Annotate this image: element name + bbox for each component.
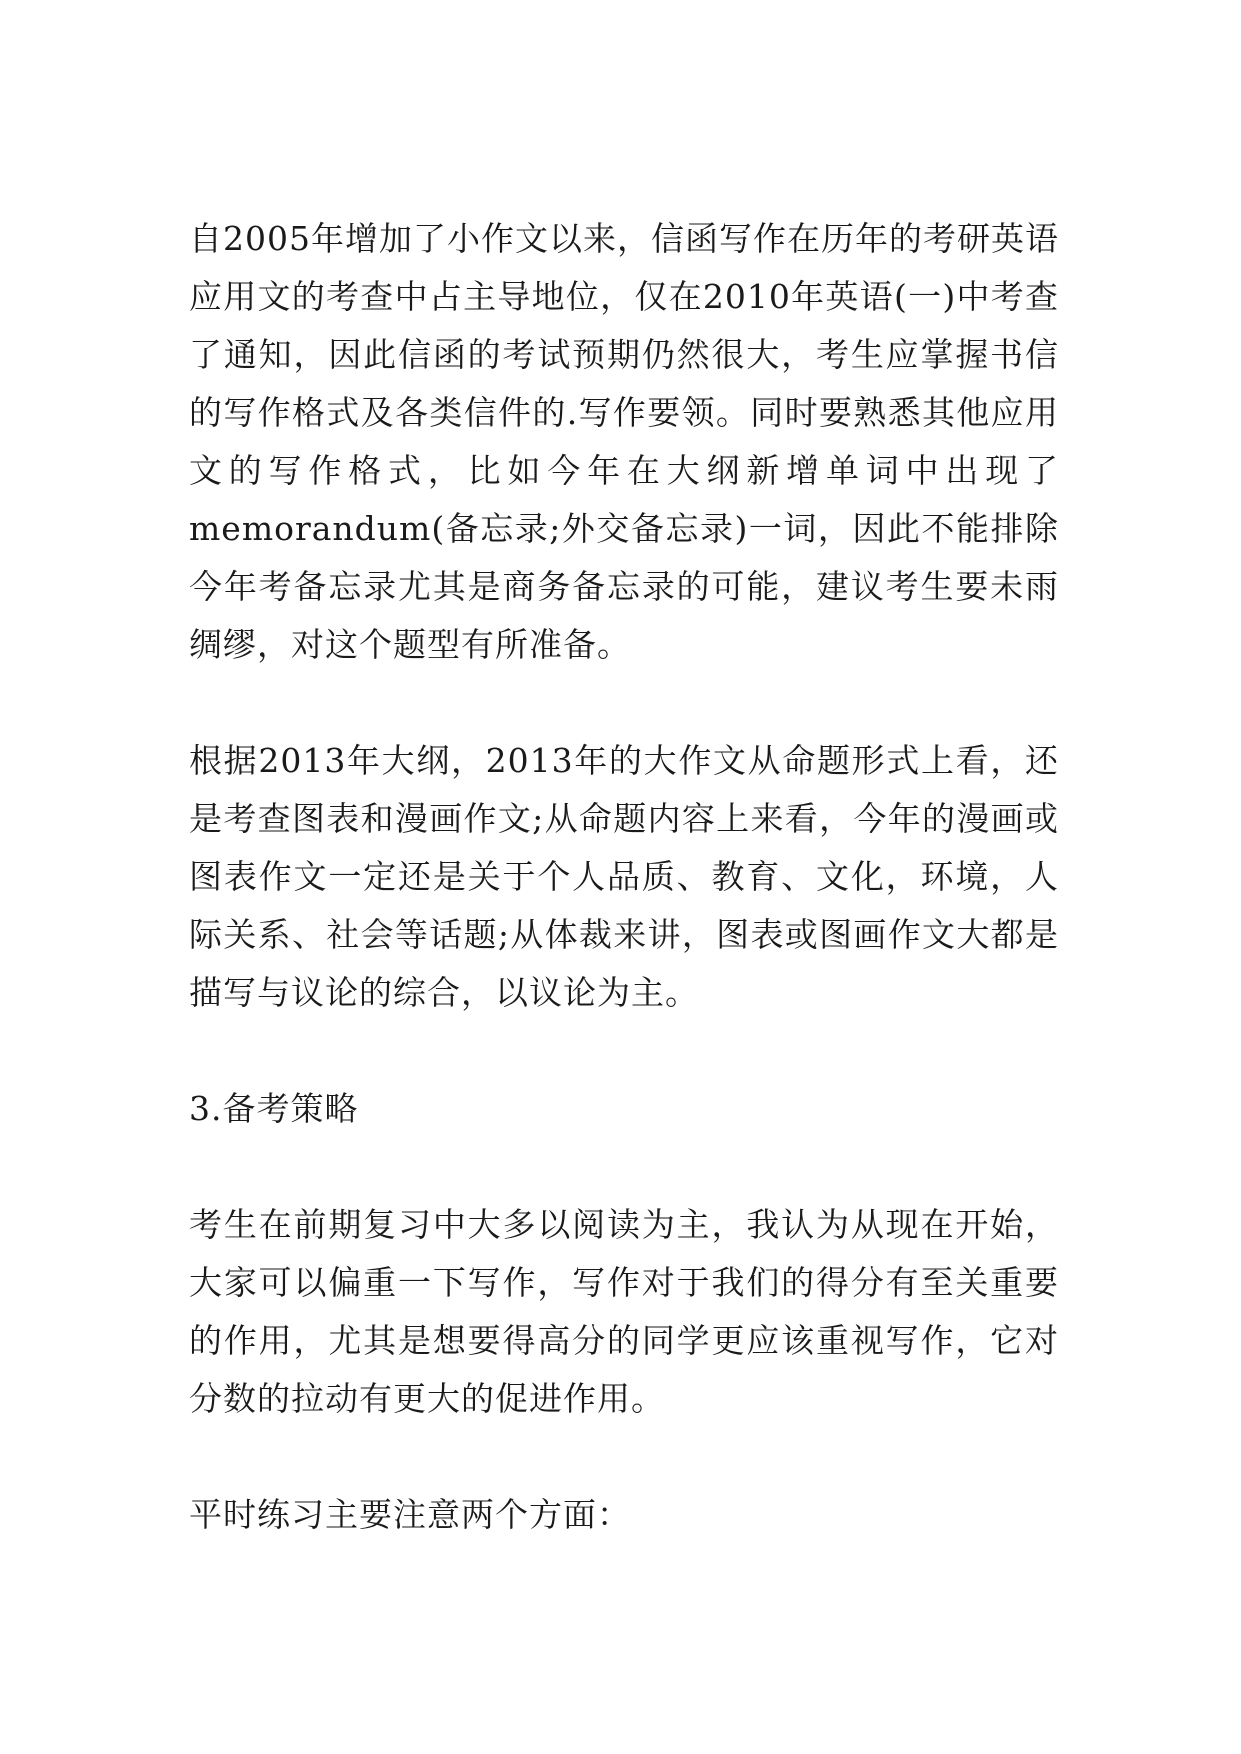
paragraph-review-advice: 考生在前期复习中大多以阅读为主，我认为从现在开始，大家可以偏重一下写作，写作对于我们的得分有至关重要的作用，尤其是想要得高分的同学更应该重视写作，它对分数的拉动有更大的促进作用。 bbox=[189, 1205, 1059, 1418]
paragraph-letter-writing: 自2005年增加了小作文以来，信函写作在历年的考研英语应用文的考查中占主导地位，仅在2010年英语(一)中考查了通知，因此信函的考试预期仍然很大，考生应掌握书信的写作格式及各类信件的.写作要领。同时要熟悉其他应用文的写作格式，比如今年在大纲新增单词中出现了memorandum(备忘录;外交备忘录)一词，因此不能排除今年考备忘录尤其是商务备忘录的可能，建议考生要未雨绸缪，对这个题型有所准备。 bbox=[189, 219, 1059, 664]
paragraph-practice-focus: 平时练习主要注意两个方面： bbox=[189, 1495, 631, 1534]
paragraph-essay-outline: 根据2013年大纲，2013年的大作文从命题形式上看，还是考查图表和漫画作文;从命题内容上来看，今年的漫画或图表作文一定还是关于个人品质、教育、文化，环境，人际关系、社会等话题;从体裁来讲，图表或图画作文大都是描写与议论的综合，以议论为主。 bbox=[189, 741, 1059, 1012]
section-heading-strategy: 3.备考策略 bbox=[189, 1089, 359, 1128]
document-body bbox=[189, 210, 1059, 1544]
